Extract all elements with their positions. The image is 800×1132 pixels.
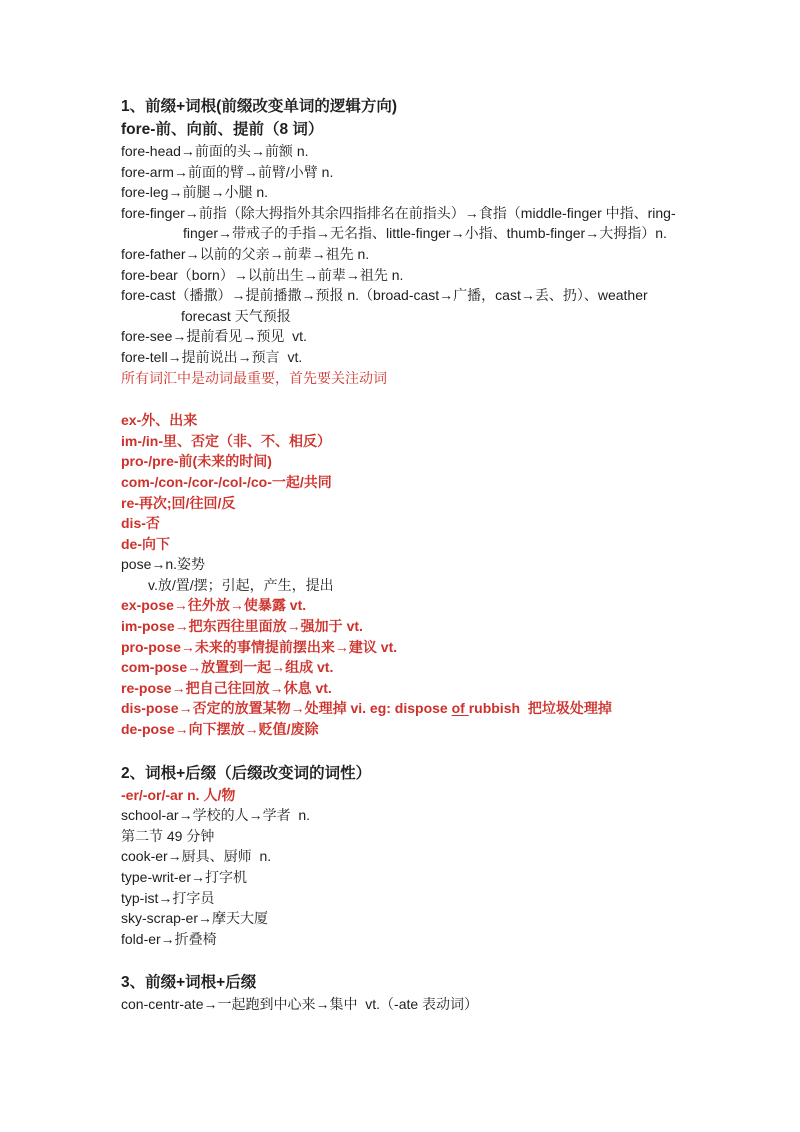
vocab-text-line: pose→n.姿势	[121, 556, 206, 573]
vocab-text-line: fore-cast（播撒）→提前播撒→预报 n.（broad-cast→广播，cast→丢、扔）、weather	[121, 287, 648, 304]
vocab-text-line: pro-pose→未来的事情提前摆出来→建议 vt.	[121, 638, 398, 655]
paragraph-spacer	[121, 949, 787, 971]
text-segment: rubbish 把垃圾处理掉	[468, 700, 612, 717]
document-content	[121, 95, 787, 1015]
vocab-text-line: fore-bear（born）→以前出生→前辈→祖先 n.	[121, 266, 404, 283]
vocab-text-line: re-pose→把自己往回放→休息 vt.	[121, 679, 332, 696]
vocab-text-line: fore-finger→前指（除大拇指外其余四指排名在前指头）→食指（middle-finger 中指、ring-	[121, 204, 676, 221]
vocab-text-line: fore-see→提前看见→预见 vt.	[121, 328, 307, 345]
vocab-text-line: de-向下	[121, 535, 170, 552]
vocab-text-line: type-writ-er→打字机	[121, 869, 248, 885]
vocab-text-line: fore-father→以前的父亲→前辈→祖先 n.	[121, 245, 370, 262]
section-heading: fore-前、向前、提前（8 词）	[121, 121, 324, 138]
vocab-text-line: fore-leg→前腿→小腿 n.	[121, 184, 269, 201]
paragraph-spacer	[121, 740, 787, 762]
section-heading: 3、前缀+词根+后缀	[121, 974, 257, 992]
section-heading: 2、词根+后缀（后缀改变词的词性）	[121, 764, 372, 782]
vocab-text-line: v.放/置/摆；引起，产生，提出	[148, 576, 334, 593]
section-heading: 1、前缀+词根(前缀改变单词的逻辑方向)	[121, 98, 397, 115]
vocab-text-line: re-再次;回/往回/反	[121, 494, 236, 511]
vocab-text-line: im-pose→把东西往里面放→强加于 vt.	[121, 618, 363, 635]
vocab-text-line	[121, 698, 787, 719]
text-segment: dis-pose→否定的放置某物→处理掉 vi. eg: dispose	[121, 700, 452, 717]
vocab-text-line: forecast 天气预报	[181, 307, 291, 324]
vocab-text-line: com-pose→放置到一起→组成 vt.	[121, 659, 334, 676]
paragraph-spacer	[121, 388, 787, 410]
vocab-text-line: ex-外、出来	[121, 412, 198, 429]
vocab-text-line: fore-tell→提前说出→预言 vt.	[121, 348, 303, 365]
vocab-text-line: con-centr-ate→一起跑到中心来→集中 vt.（-ate 表动词）	[121, 996, 479, 1013]
vocab-text-line: com-/con-/cor-/col-/co-一起/共同	[121, 473, 332, 490]
vocab-text-line: ex-pose→往外放→使暴露 vt.	[121, 597, 307, 614]
vocab-text-line: dis-否	[121, 515, 160, 532]
underlined-text: of	[451, 700, 469, 717]
vocab-text-line: sky-scrap-er→摩天大厦	[121, 910, 269, 927]
vocab-text-line: fold-er→折叠椅	[121, 930, 217, 947]
vocab-text-line: finger→带戒子的手指→无名指、little-finger→小指、thumb-finger→大拇指）n.	[183, 225, 667, 242]
vocab-text-line: -er/-or/-ar n. 人/物	[121, 786, 236, 803]
vocab-text-line: typ-ist→打字员	[121, 889, 215, 906]
vocab-text-line: im-/in-里、否定（非、不、相反）	[121, 432, 331, 449]
vocab-text-line: 所有词汇中是动词最重要，首先要关注动词	[121, 369, 387, 386]
vocab-text-line: cook-er→厨具、厨师 n.	[121, 848, 272, 865]
vocab-text-line: fore-head→前面的头→前额 n.	[121, 143, 309, 159]
vocab-text-line: 第二节 49 分钟	[121, 827, 215, 844]
vocab-text-line: de-pose→向下摆放→贬值/废除	[121, 721, 319, 738]
vocab-text-line: school-ar→学校的人→学者 n.	[121, 807, 311, 824]
vocab-text-line: fore-arm→前面的臂→前臂/小臂 n.	[121, 163, 334, 180]
vocab-text-line: pro-/pre-前(未来的时间)	[121, 453, 272, 470]
